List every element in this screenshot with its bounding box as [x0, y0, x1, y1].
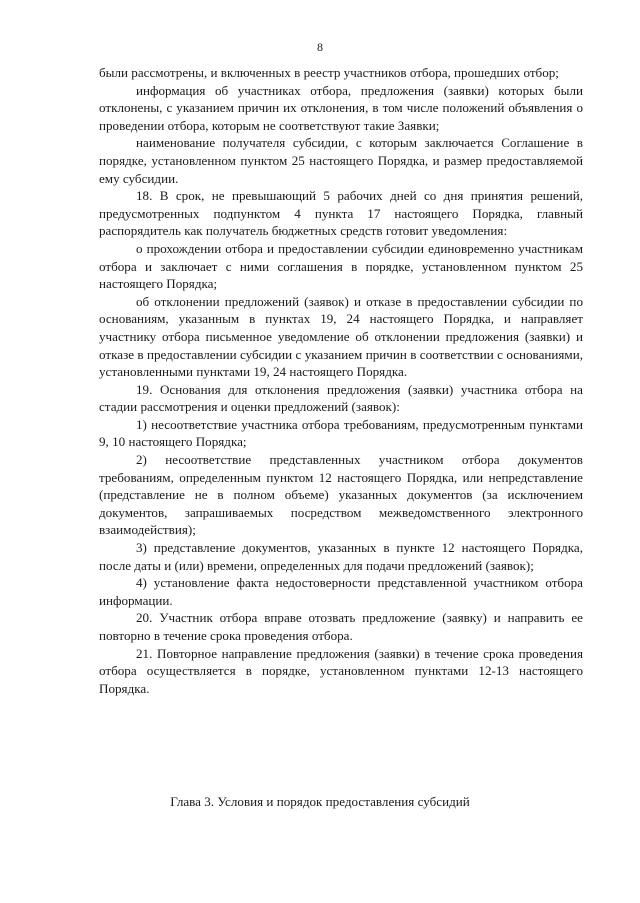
paragraph: 18. В срок, не превышающий 5 рабочих дней со дня принятия решений, предусмотренных подпунктом 4 пункта 17 настоящего Порядка, главный распорядитель как получатель бюджетных средств готовит уведомления:	[99, 188, 583, 239]
document-body	[99, 64, 583, 697]
paragraph: наименование получателя субсидии, с которым заключается Соглашение в порядке, установленном пунктом 25 настоящего Порядка, и размер предоставляемой ему субсидии.	[99, 135, 583, 186]
page-number: 8	[317, 40, 323, 54]
paragraph: 20. Участник отбора вправе отозвать предложение (заявку) и направить ее повторно в течение срока проведения отбора.	[99, 610, 583, 643]
paragraph: об отклонении предложений (заявок) и отказе в предоставлении субсидии по основаниям, указанным в пунктах 19, 24 настоящего Порядка, и направляет участнику отбора письменное уведомление об отклонении предложения (заявки) и отказе в предоставлении субсидии с указанием причин в соответствии с основаниями, установленными пунктами 19, 24 настоящего Порядка.	[99, 293, 583, 380]
paragraph: 1) несоответствие участника отбора требованиям, предусмотренным пунктами 9, 10 настоящего Порядка;	[99, 416, 583, 450]
paragraph: о прохождении отбора и предоставлении субсидии единовременно участникам отбора и заключает с ними соглашения в порядке, установленном пунктом 25 настоящего Порядка;	[99, 240, 583, 292]
paragraph: 21. Повторное направление предложения (заявки) в течение срока проведения отбора осуществляется в порядке, установленном пунктами 12-13 настоящего Порядка.	[99, 645, 583, 696]
chapter-title: Глава 3. Условия и порядок предоставления субсидий	[170, 794, 470, 809]
paragraph: 2) несоответствие представленных участником отбора документов требованиям, определенным пунктом 12 настоящего Порядка, или непредставление (представление не в полном объеме) указанных документов (за исключением документов, запрашиваемых посредством межведомственного электронного взаимодействия);	[99, 452, 583, 538]
paragraph: 3) представление документов, указанных в пункте 12 настоящего Порядка, после даты и (или) времени, определенных для подачи предложений (заявок);	[99, 540, 583, 573]
paragraph: были рассмотрены, и включенных в реестр участников отбора, прошедших отбор;	[99, 65, 559, 80]
paragraph: 4) установление факта недостоверности представленной участником отбора информации.	[99, 575, 583, 608]
paragraph: информация об участниках отбора, предложения (заявки) которых были отклонены, с указанием причин их отклонения, в том числе положений объявления о проведении отбора, которым не соответствуют такие Заявки;	[99, 82, 583, 133]
paragraph: 19. Основания для отклонения предложения (заявки) участника отбора на стадии рассмотрения и оценки предложений (заявок):	[99, 381, 583, 415]
